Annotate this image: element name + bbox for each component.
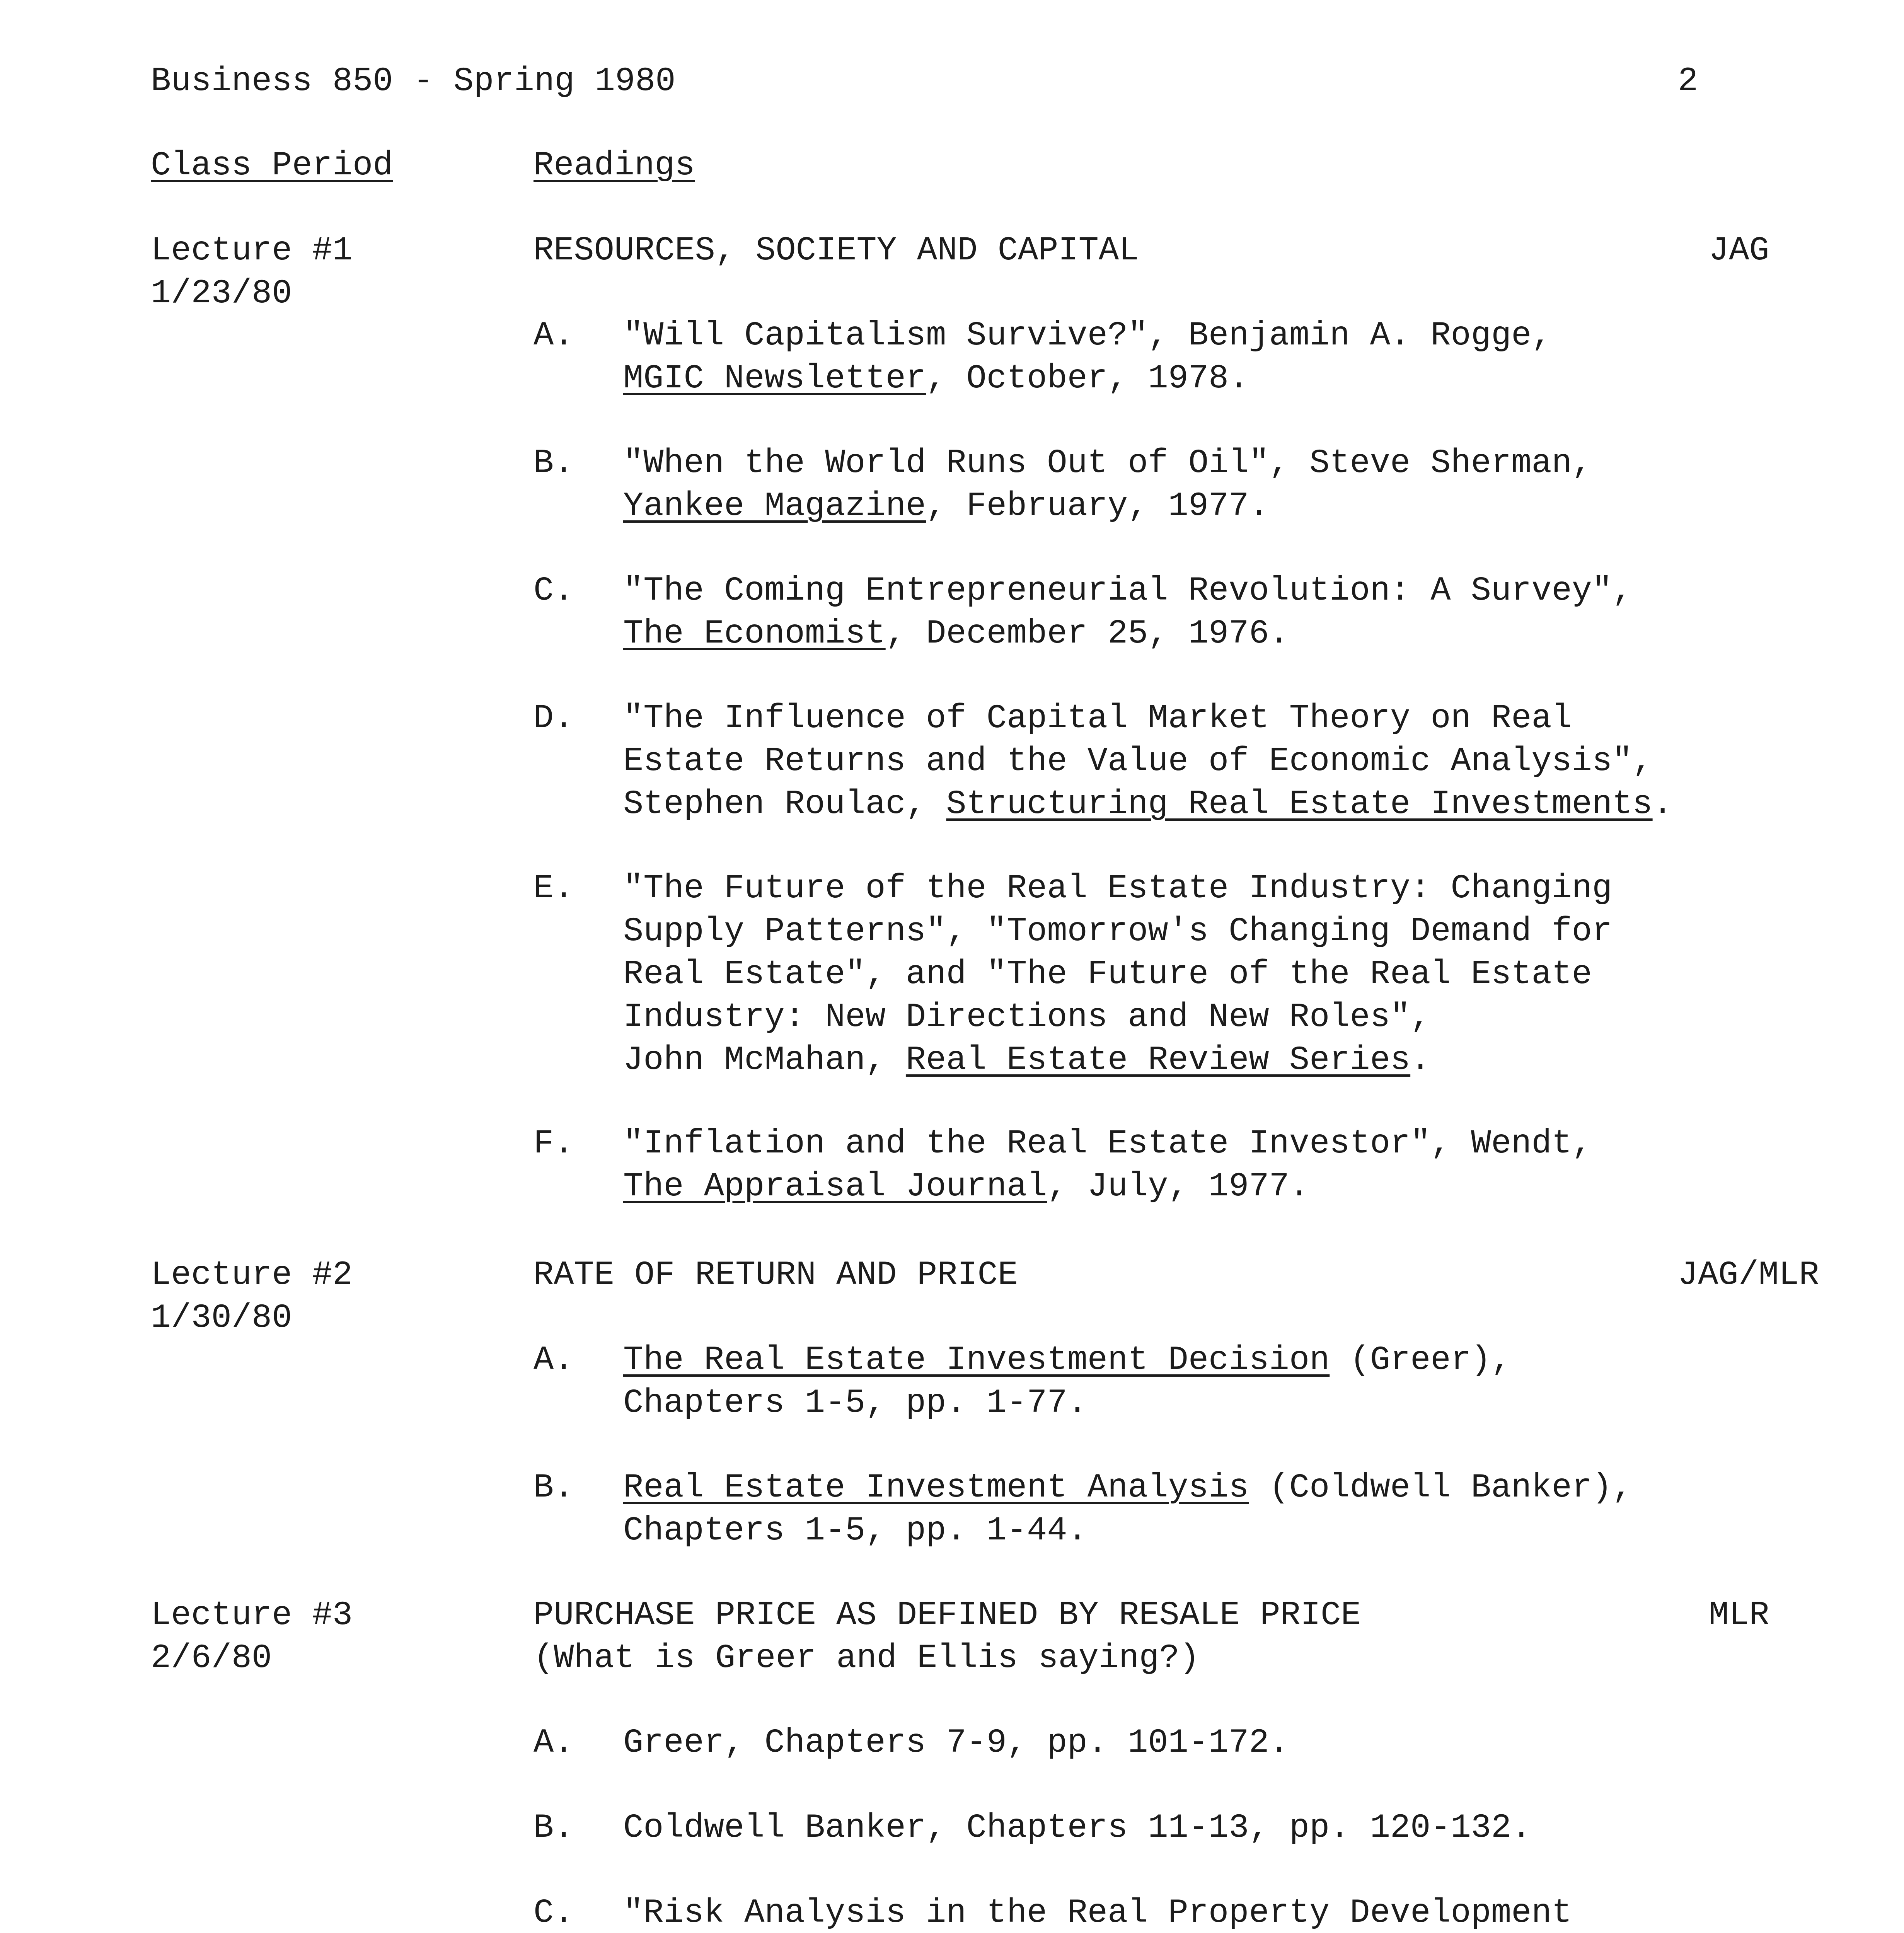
citation-text: "The Coming Entrepreneurial Revolution: A Survey", xyxy=(623,572,1633,610)
citation-text: Estate Returns and the Value of Economic Analysis", xyxy=(623,743,1653,781)
reading-citation xyxy=(623,1807,1531,1850)
lecture-label xyxy=(151,1254,353,1340)
reading-item-letter: B. xyxy=(534,1809,574,1847)
citation-line xyxy=(623,868,1612,910)
citation-line xyxy=(623,953,1612,996)
citation-line xyxy=(623,697,1673,740)
reading-citation xyxy=(623,442,1592,528)
citation-text: Coldwell Banker, Chapters 11-13, pp. 120-132. xyxy=(623,1809,1532,1847)
citation-line xyxy=(623,1166,1592,1209)
publication-title: Structuring Real Estate Investments xyxy=(946,786,1653,823)
lecture-number: Lecture #1 xyxy=(151,232,353,270)
lecture-number: Lecture #2 xyxy=(151,1256,353,1294)
citation-text: , October, 1978. xyxy=(926,360,1249,398)
lecture-topic: (What is Greer and Ellis saying?) xyxy=(534,1640,1200,1677)
reading-item-letter: D. xyxy=(534,700,574,738)
reading-item-letter: C. xyxy=(534,1894,574,1932)
reading-citation xyxy=(623,697,1673,826)
reading-citation xyxy=(623,570,1632,656)
citation-line xyxy=(623,442,1592,485)
citation-line xyxy=(623,1039,1612,1082)
citation-text: John McMahan, xyxy=(623,1042,906,1079)
reading-citation xyxy=(623,868,1612,1082)
publication-title: The Economist xyxy=(623,615,886,653)
citation-text: "Risk Analysis in the Real Property Development xyxy=(623,1894,1572,1932)
lecture-date: 1/23/80 xyxy=(151,275,292,313)
lecture-date: 1/30/80 xyxy=(151,1299,292,1337)
lecture-topic: RESOURCES, SOCIETY AND CAPITAL xyxy=(534,232,1139,270)
citation-text: "When the World Runs Out of Oil", Steve Sherman, xyxy=(623,445,1592,482)
citation-line xyxy=(623,1339,1511,1382)
citation-line xyxy=(623,358,1552,401)
reading-item-letter: A. xyxy=(534,1724,574,1762)
instructor-initials: JAG xyxy=(1709,232,1769,270)
citation-text: , July, 1977. xyxy=(1047,1168,1310,1206)
lecture-topic: PURCHASE PRICE AS DEFINED BY RESALE PRICE xyxy=(534,1597,1361,1635)
page-number: 2 xyxy=(1678,63,1698,101)
citation-line xyxy=(623,783,1673,826)
citation-line xyxy=(623,315,1552,358)
lecture-number: Lecture #3 xyxy=(151,1597,353,1635)
citation-line xyxy=(623,1382,1511,1425)
readings-heading: Readings xyxy=(534,147,695,185)
instructor-initials: JAG/MLR xyxy=(1678,1256,1819,1294)
citation-text: , December 25, 1976. xyxy=(885,615,1289,653)
citation-line xyxy=(623,485,1592,528)
citation-line xyxy=(623,996,1612,1039)
class-period-heading: Class Period xyxy=(151,147,393,185)
citation-line xyxy=(623,1123,1592,1166)
reading-citation xyxy=(623,1892,1733,1933)
instructor-initials: MLR xyxy=(1709,1597,1769,1635)
reading-citation xyxy=(623,1722,1289,1765)
citation-text: Real Estate", and "The Future of the Real Estate xyxy=(623,956,1592,994)
citation-text: . xyxy=(1410,1042,1431,1079)
publication-title: Yankee Magazine xyxy=(623,488,926,525)
citation-text: Supply Patterns", "Tomorrow's Changing Demand for xyxy=(623,913,1613,951)
lecture-label xyxy=(151,1594,353,1680)
citation-text: Chapters 1-5, pp. 1-77. xyxy=(623,1384,1088,1422)
citation-text: . xyxy=(1652,786,1673,823)
publication-title: The Appraisal Journal xyxy=(623,1168,1047,1206)
citation-line xyxy=(623,1722,1289,1765)
publication-title: The Real Estate Investment Decision xyxy=(623,1342,1330,1379)
publication-title: Real Estate Investment Analysis xyxy=(623,1469,1249,1507)
citation-line xyxy=(623,1807,1531,1850)
reading-citation xyxy=(623,315,1552,401)
citation-text: (Greer), xyxy=(1330,1342,1512,1379)
document-header-title: Business 850 - Spring 1980 xyxy=(151,63,676,101)
citation-line xyxy=(623,570,1632,613)
citation-text: , February, 1977. xyxy=(926,488,1269,525)
citation-text: Chapters 1-5, pp. 1-44. xyxy=(623,1512,1088,1550)
citation-line xyxy=(623,1467,1632,1510)
citation-text: "The Future of the Real Estate Industry: Changing xyxy=(623,870,1613,908)
citation-text: "Inflation and the Real Estate Investor", Wendt, xyxy=(623,1125,1592,1163)
citation-text: Stephen Roulac, xyxy=(623,786,946,823)
reading-item-letter: A. xyxy=(534,317,574,355)
citation-text: "Will Capitalism Survive?", Benjamin A. Rogge, xyxy=(623,317,1552,355)
lecture-date: 2/6/80 xyxy=(151,1640,272,1677)
reading-item-letter: A. xyxy=(534,1342,574,1379)
reading-citation xyxy=(623,1467,1632,1553)
citation-line xyxy=(623,1892,1733,1933)
lecture-topic: RATE OF RETURN AND PRICE xyxy=(534,1256,1018,1294)
publication-title: Real Estate Review Series xyxy=(905,1042,1411,1079)
citation-line xyxy=(623,613,1632,656)
citation-line xyxy=(623,1510,1632,1553)
citation-text: (Coldwell Banker), xyxy=(1249,1469,1633,1507)
reading-citation xyxy=(623,1123,1592,1209)
reading-item-letter: C. xyxy=(534,572,574,610)
citation-line xyxy=(623,910,1612,953)
citation-text: Industry: New Directions and New Roles", xyxy=(623,999,1431,1036)
reading-citation xyxy=(623,1339,1511,1425)
reading-item-letter: F. xyxy=(534,1125,574,1163)
citation-text: Greer, Chapters 7-9, pp. 101-172. xyxy=(623,1724,1289,1762)
reading-item-letter: B. xyxy=(534,445,574,482)
publication-title: MGIC Newsletter xyxy=(623,360,926,398)
lecture-label xyxy=(151,230,353,315)
reading-item-letter: E. xyxy=(534,870,574,908)
citation-line xyxy=(623,740,1673,783)
reading-item-letter: B. xyxy=(534,1469,574,1507)
citation-text: "The Influence of Capital Market Theory on Real xyxy=(623,700,1572,738)
